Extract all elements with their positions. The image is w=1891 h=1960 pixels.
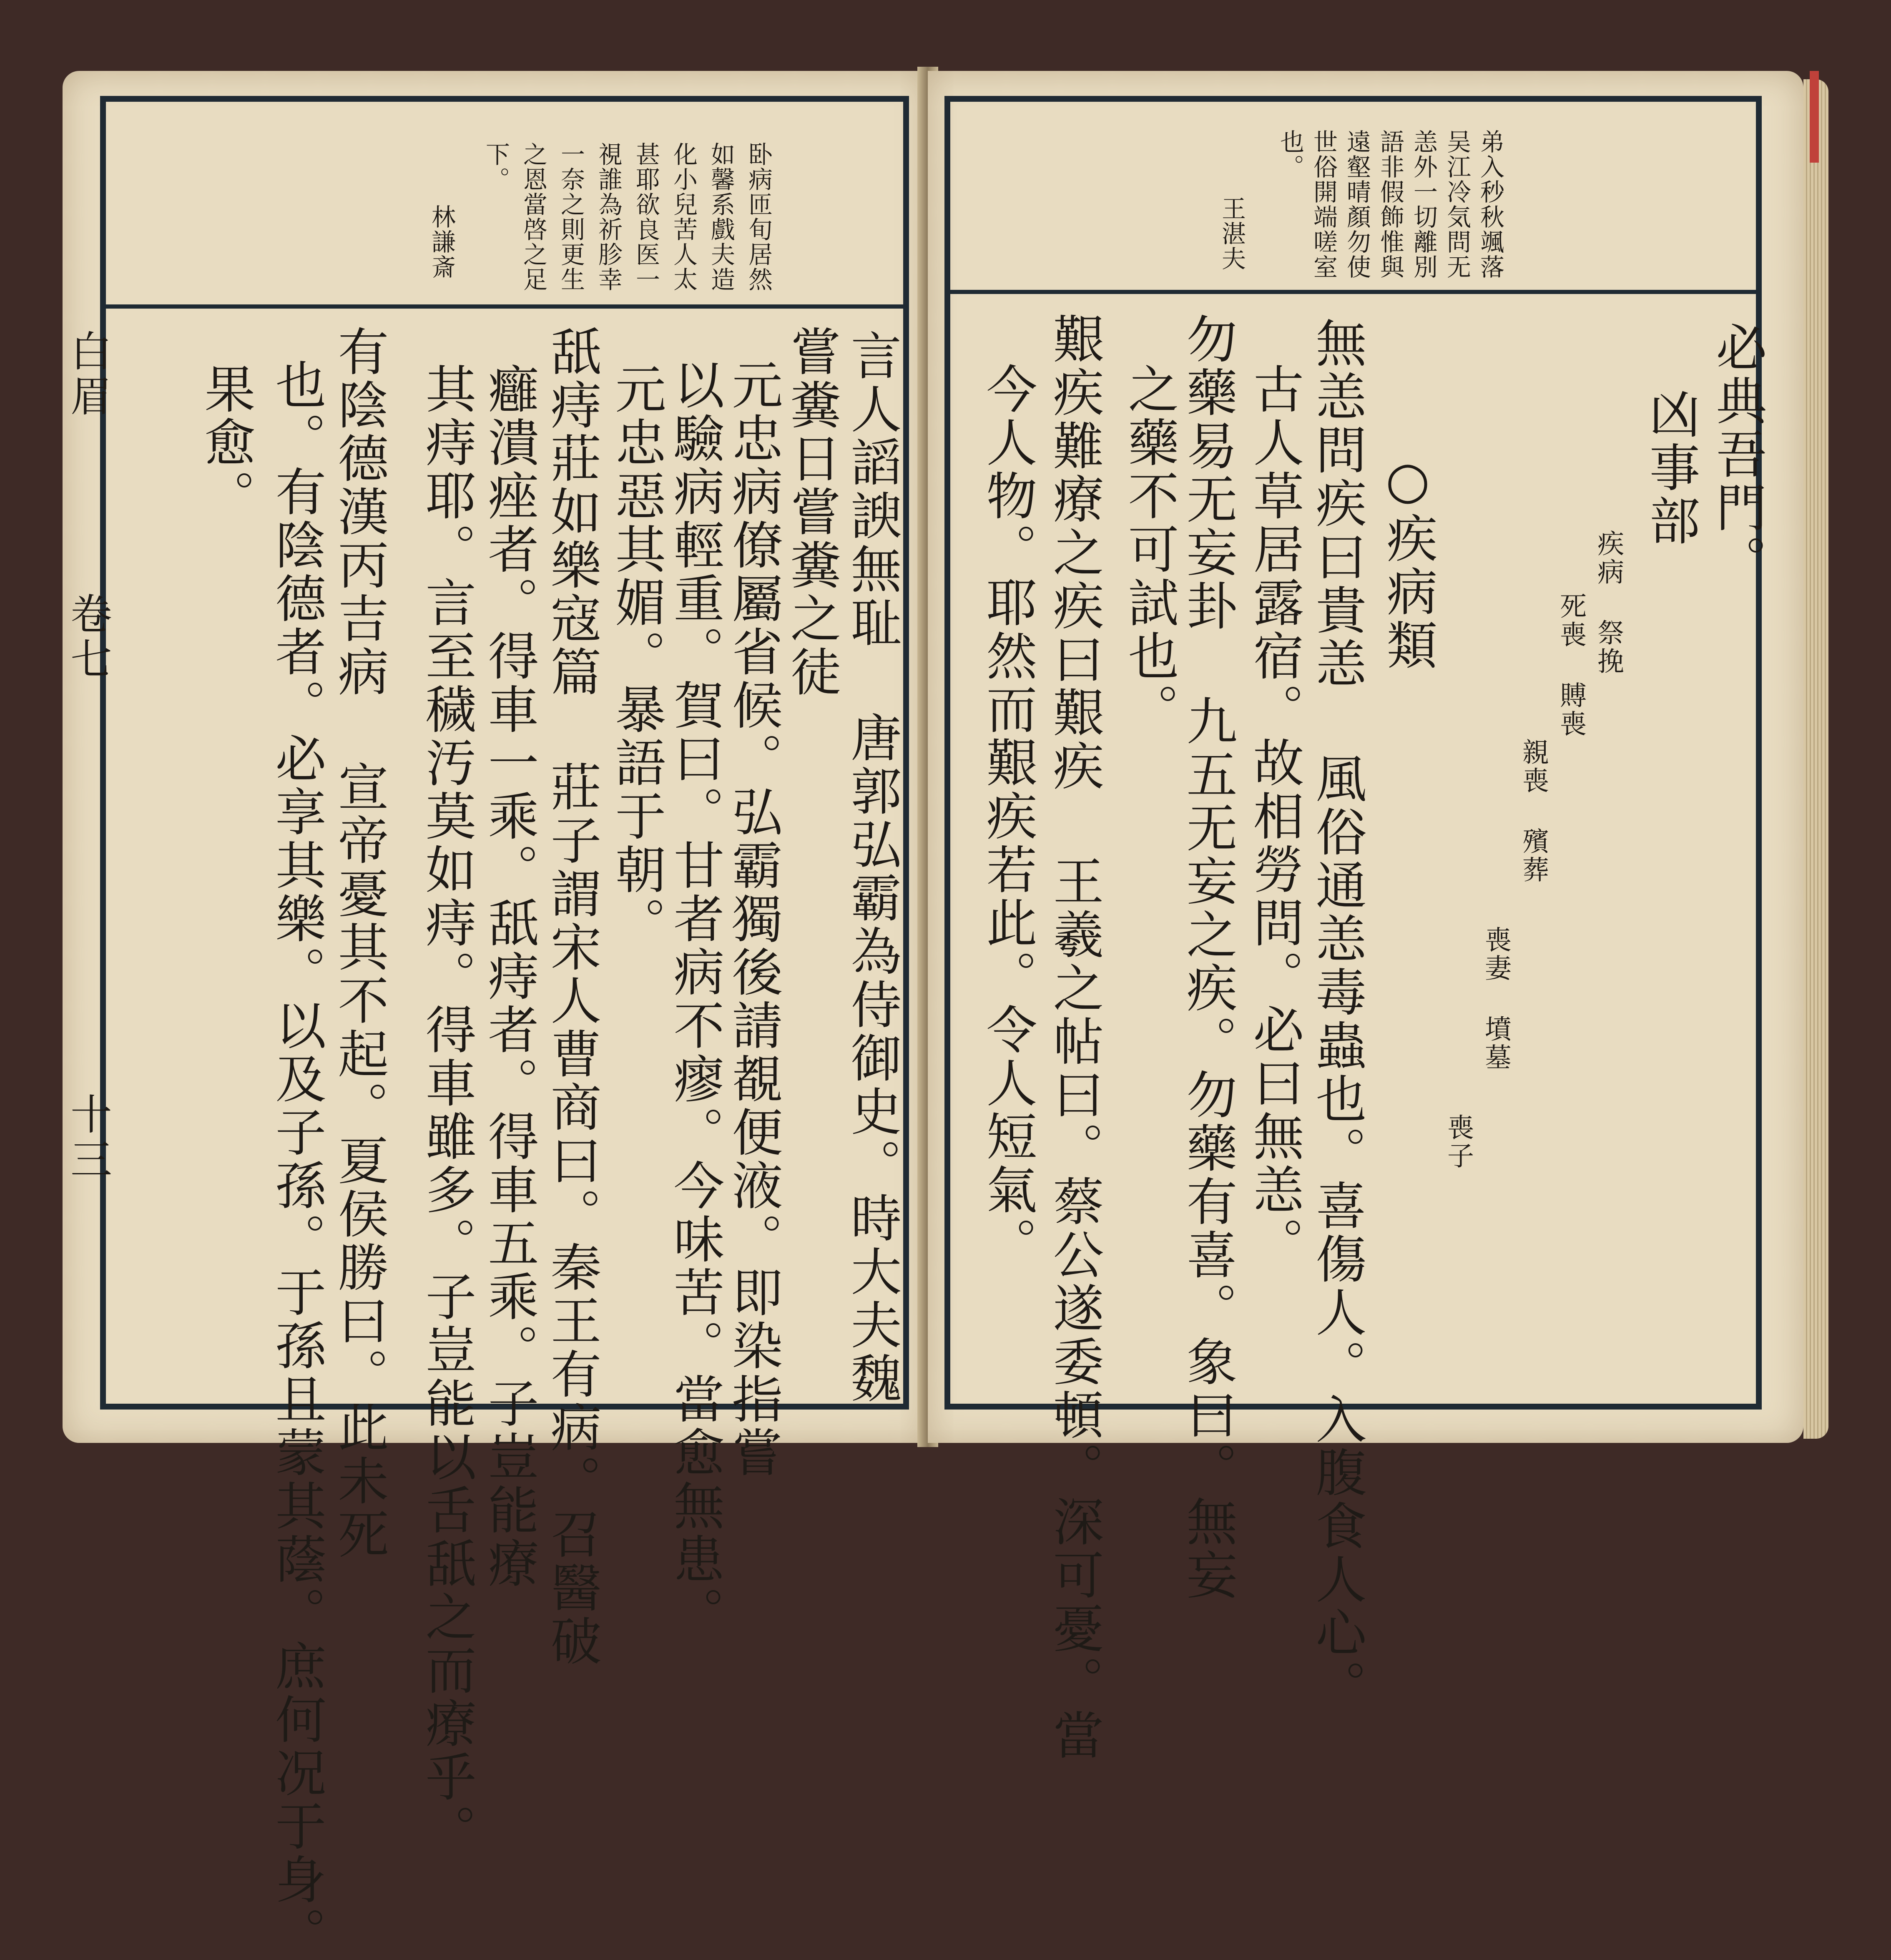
right-col-1: ○疾病類 [1378,450,1437,672]
right-top-note-4: 語非假飾惟與 [1376,129,1404,279]
right-col-6: 艱疾難療之疾曰艱疾 王羲之帖曰。蔡公遂委頓。深可憂。當 [1045,313,1104,1762]
right-top-note-2: 吴江冷気問无 [1443,129,1471,279]
left-col-8: 有陰德漢丙吉病 宣帝憂其不起。夏侯勝曰。此未死 [329,325,389,1561]
right-top-note-7: 也。 [1276,129,1304,179]
left-col-9: 也。有陰德者。必享其樂。以及子孫。于孫且蒙其蔭。庶何况于身。 [267,359,326,1960]
left-top-note-7: 之恩當啓之足 [519,142,547,292]
left-top-note-1: 卧病匝旬居然 [744,142,773,292]
left-top-note-2: 如馨系戲夫造 [707,142,735,292]
margin-title: 白眉 [63,329,112,420]
left-top-note-4: 甚耶欲良医一 [632,142,660,292]
open-book [63,63,1806,1960]
left-col-7: 其痔耶。言至穢汚莫如痔。得車雖多。子豈能以舌舐之而療乎。 [417,363,476,1857]
left-top-note-3: 化小兒苦人太 [669,142,698,292]
category-item-2: 死喪 賻喪 [1555,592,1586,738]
right-col-7: 今人物。耶然而艱疾若此。令人短氣。 [978,363,1037,1270]
red-tab-mark [1810,71,1819,163]
left-col-2: 元忠病僚屬省候。弘霸獨後請覩便液。即染指嘗 [723,359,783,1480]
right-top-note-3: 恙外一切離別 [1409,129,1438,279]
volume-label: 卷七 [63,592,112,682]
right-top-signature: 王湛夫 [1218,196,1246,271]
left-col-6: 癰潰痤者。得車一乘。舐痔者。得車五乘。子豈能療 [480,363,539,1591]
left-col-1: 嘗糞日嘗糞之徒 [782,325,841,699]
left-top-note-6: 一奈之則更生 [557,142,585,292]
left-page [63,71,926,1960]
right-col-2: 無恙問疾曰貴恙 風俗通恙毒蟲也。喜傷人。入腹食人心。 [1307,317,1366,1713]
category-item-1: 疾病 祭挽 [1593,530,1624,676]
page-edges [1803,79,1828,1439]
right-col-4: 勿藥易无妄卦 九五无妄之疾。勿藥有喜。象曰。無妄 [1178,313,1237,1602]
left-col-10: 果愈。 [196,363,255,523]
right-upper-rule [944,290,1762,294]
right-col-3: 古人草居露宿。故相勞問。必曰無恙。 [1245,363,1304,1270]
left-continuation-header: 言人謟諛無耻 唐郭弘霸為侍御史。時大夫魏 [842,329,902,1405]
right-col-5: 之藥不可試也。 [1120,363,1179,736]
left-col-4: 元忠惡其媚。暴語于朝。 [607,363,666,950]
left-upper-rule [100,304,909,309]
right-top-note-6: 世俗開端嗟室 [1309,129,1338,279]
page-number: 十三 [63,1093,112,1183]
category-item-3: 親喪 殯葬 [1518,738,1549,884]
category-item-5: 喪子 [1443,1113,1474,1170]
right-top-note-5: 遠壑晴顏勿使 [1343,129,1371,279]
left-col-3: 以驗病輕重。賀曰。甘者病不瘳。今味苦。當愈無患。 [665,359,724,1640]
category-item-4: 喪妻 墳墓 [1480,926,1511,1072]
right-top-note-1: 弟入秒秋颯落 [1476,129,1504,279]
left-top-note-5: 視誰為祈胗幸 [594,142,623,292]
section-title: 必典吾門。 [1708,321,1767,588]
left-col-5: 舐痔莊如樂寇篇 莊子謂宋人曹商曰。秦王有病。召醫破 [542,325,601,1668]
right-page [928,71,1803,1762]
left-top-note-8: 下。 [482,142,510,192]
left-top-signature: 林謙斎 [427,204,456,279]
category-header: 凶事部 [1641,388,1700,548]
